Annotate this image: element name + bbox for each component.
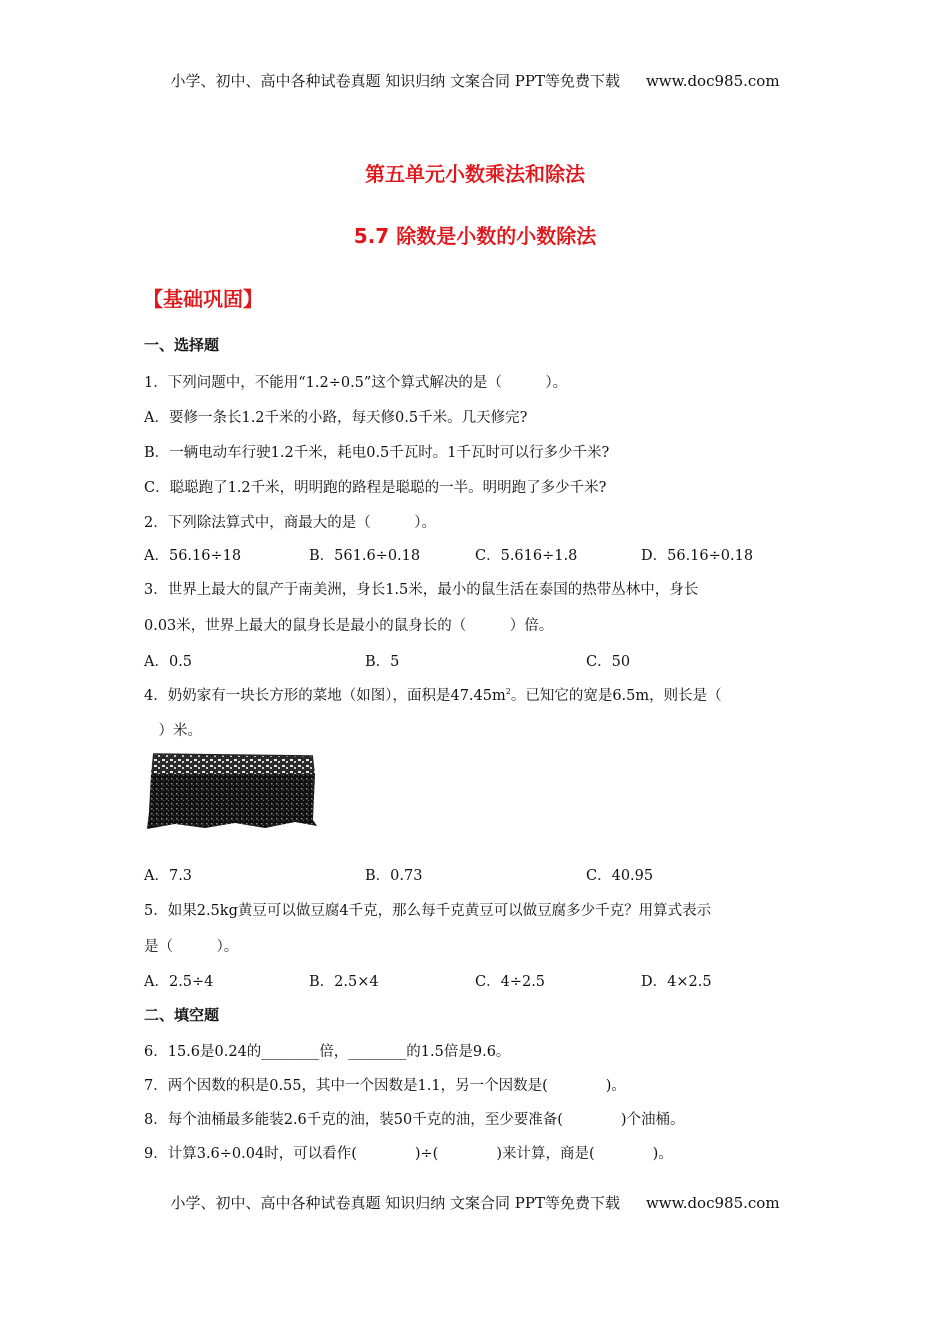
q1-option-b: B．一辆电动车行驶1.2千米，耗电0.5千瓦时。1千瓦时可以行多少千米? xyxy=(144,445,610,461)
q2-option-d: D．56.16÷0.18 xyxy=(641,548,754,564)
q3-option-a: A．0.5 xyxy=(144,654,193,670)
q7-line: 7．两个因数的积是0.55，其中一个因数是1.1，另一个因数是( )。 xyxy=(144,1078,626,1094)
footer-site-link[interactable]: www.doc985.com xyxy=(645,1194,780,1212)
q5-line2: 是（ ）。 xyxy=(144,939,239,955)
q6-line: 6．15.6是0.24的________倍，________的1.5倍是9.6。 xyxy=(144,1044,511,1060)
q2-option-a: A．56.16÷18 xyxy=(144,548,242,564)
q8-line: 8．每个油桶最多能装2.6千克的油，装50千克的油，至少要准备( )个油桶。 xyxy=(144,1112,685,1128)
q4-line1-pre: 4．奶奶家有一块长方形的菜地（如图），面积是47.45m xyxy=(144,688,506,704)
page-footer xyxy=(0,1192,950,1213)
page-header xyxy=(0,70,950,91)
q5-option-d: D．4×2.5 xyxy=(641,974,712,990)
q3-option-b: B．5 xyxy=(365,654,400,670)
unit-title: 第五单元小数乘法和除法 xyxy=(365,162,585,186)
q4-superscript: 2 xyxy=(505,687,511,697)
part1-heading: 一、选择题 xyxy=(144,336,220,354)
q4-line2: ）米。 xyxy=(144,723,202,739)
q4-option-c: C．40.95 xyxy=(586,868,654,884)
q2-option-b: B．561.6÷0.18 xyxy=(309,548,421,564)
q2-option-c: C．5.616÷1.8 xyxy=(475,548,578,564)
q3-line1: 3．世界上最大的鼠产于南美洲，身长1.5米，最小的鼠生活在泰国的热带丛林中，身长 xyxy=(144,582,699,598)
q5-option-b: B．2.5×4 xyxy=(309,974,379,990)
header-text: 小学、初中、高中各种试卷真题 知识归纳 文案合同 PPT等免费下载 xyxy=(170,72,620,90)
lesson-title: 5.7 除数是小数的小数除法 xyxy=(353,224,597,248)
q1-option-c: C．聪聪跑了1.2千米，明明跑的路程是聪聪的一半。明明跑了多少千米? xyxy=(144,480,607,496)
q2-stem: 2．下列除法算式中，商最大的是（ ）。 xyxy=(144,515,436,531)
q4-line1-post: 。已知它的宽是6.5m，则长是（ xyxy=(510,688,722,704)
q3-option-c: C．50 xyxy=(586,654,631,670)
footer-text: 小学、初中、高中各种试卷真题 知识归纳 文案合同 PPT等免费下载 xyxy=(170,1194,620,1212)
q1-option-a: A．要修一条长1.2千米的小路，每天修0.5千米。几天修完? xyxy=(144,410,528,426)
section-label: 【基础巩固】 xyxy=(143,287,263,311)
vegetable-field-image xyxy=(145,752,317,830)
q5-option-c: C．4÷2.5 xyxy=(475,974,546,990)
q9-line: 9．计算3.6÷0.04时，可以看作( )÷( )来计算，商是( )。 xyxy=(144,1146,673,1162)
q4-line1 xyxy=(144,684,722,705)
part2-heading: 二、填空题 xyxy=(144,1006,220,1024)
q5-line1: 5．如果2.5kg黄豆可以做豆腐4千克，那么每千克黄豆可以做豆腐多少千克？用算式表示 xyxy=(144,903,712,919)
q4-option-a: A．7.3 xyxy=(144,868,193,884)
q1-stem: 1．下列问题中，不能用“1.2÷0.5”这个算式解决的是（ ）。 xyxy=(144,375,568,391)
q5-option-a: A．2.5÷4 xyxy=(144,974,214,990)
q3-line2: 0.03米，世界上最大的鼠身长是最小的鼠身长的（ ）倍。 xyxy=(144,618,554,634)
header-site-link[interactable]: www.doc985.com xyxy=(645,72,780,90)
q4-option-b: B．0.73 xyxy=(365,868,423,884)
